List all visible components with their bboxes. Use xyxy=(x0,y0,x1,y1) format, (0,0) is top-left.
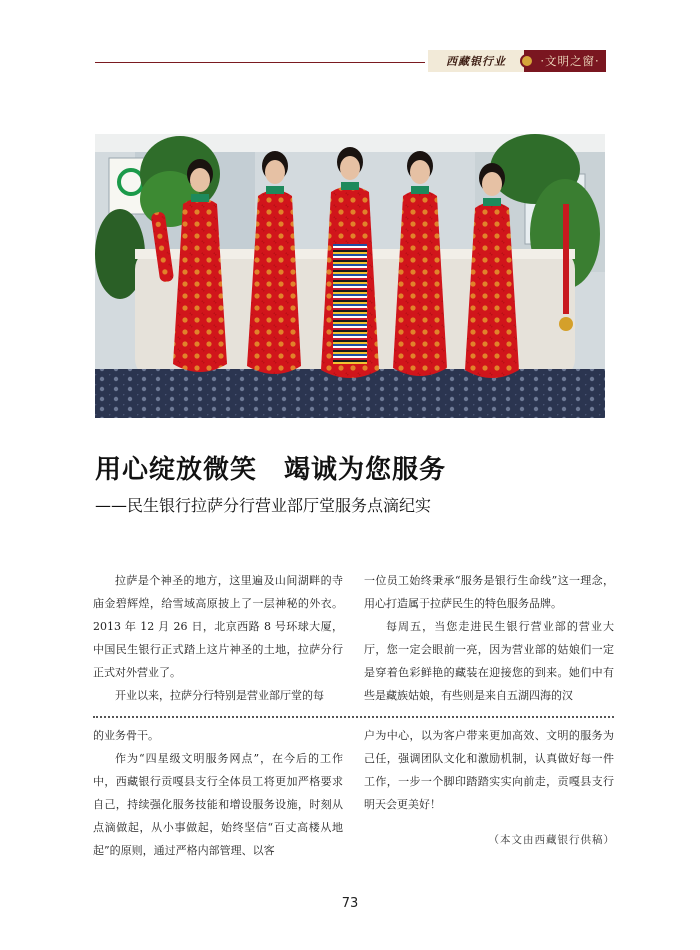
column-badge xyxy=(428,50,606,72)
paragraph: 作为“四星级文明服务网点”，在今后的工作中，西藏银行贡嘎县支行全体员工将更加严格要求自己，持续强化服务技能和增设服务设施，时刻从点滴做起，从小事做起，始终坚信“百丈高楼从地起”的原则，通过严格内部管理、以客 xyxy=(93,752,343,857)
knot-icon xyxy=(520,54,534,68)
text-column-4 xyxy=(364,724,614,816)
column-name: ·文明之窗· xyxy=(540,54,600,68)
article-title: 用心绽放微笑 竭诚为您服务 xyxy=(95,455,447,485)
paragraph: 开业以来，拉萨分行特别是营业部厅堂的每 xyxy=(115,689,324,702)
magazine-name: 西藏银行业 xyxy=(428,50,524,72)
text-column-2 xyxy=(364,569,614,707)
staff-photo xyxy=(95,134,605,418)
article-subtitle: ——民生银行拉萨分行营业部厅堂服务点滴纪实 xyxy=(95,496,432,515)
page-number: 73 xyxy=(341,896,359,911)
paragraph: 的业务骨干。 xyxy=(93,729,159,742)
header-rule xyxy=(95,62,425,63)
source-credit: （本文由西藏银行供稿） xyxy=(488,834,615,846)
text-column-1 xyxy=(93,569,343,707)
paragraph: 每周五，当您走进民生银行营业部的营业大厅，您一定会眼前一亮，因为营业部的姑娘们一定是穿着色彩鲜艳的藏装在迎接您的到来。她们中有些是藏族姑娘，有些则是来自五湖四海的汉 xyxy=(364,620,614,702)
text-column-3 xyxy=(93,724,343,862)
dotted-divider xyxy=(93,716,614,718)
paragraph: 一位员工始终秉承“服务是银行生命线”这一理念，用心打造属于拉萨民生的特色服务品牌。 xyxy=(364,574,614,610)
paragraph: 拉萨是个神圣的地方，这里遍及山间湖畔的寺庙金碧辉煌，给雪域高原披上了一层神秘的外衣。2013 年 12 月 26 日，北京西路 8 号环球大厦，中国民生银行正式踏上这片神圣的土地，拉萨分行正式对外营业了。 xyxy=(93,574,343,679)
paragraph: 户为中心，以为客户带来更加高效、文明的服务为己任，强调团队文化和激励机制，认真做好每一件工作，一步一个脚印踏踏实实向前走，贡嘎县支行明天会更美好！ xyxy=(364,729,614,811)
